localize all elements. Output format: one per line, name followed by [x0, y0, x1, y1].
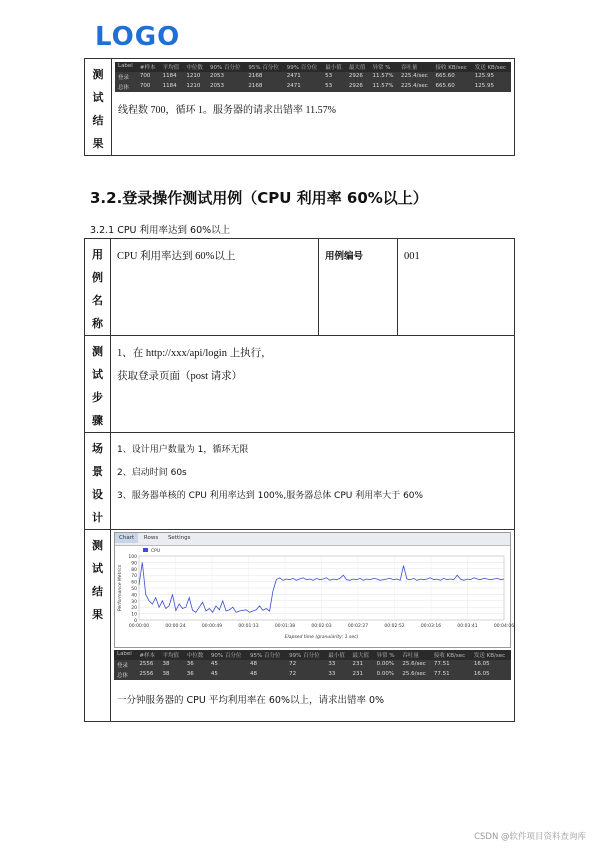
table-cell: 38	[162, 671, 170, 677]
column-header: 99% 百分位	[284, 62, 322, 72]
case-id-value: 001	[398, 239, 515, 336]
column-header: #样本	[136, 650, 159, 660]
column-header: 中位数	[184, 650, 208, 660]
tab-rows[interactable]: Rows	[143, 535, 159, 541]
section-subheading: 3.2.1 CPU 利用率达到 60%以上	[90, 225, 231, 236]
table-cell: 2053	[210, 73, 225, 79]
column-header: 平均值	[160, 650, 184, 660]
case-name-label: 用 例 名 称	[85, 239, 111, 336]
y-tick-label: 100	[128, 555, 137, 560]
x-axis-label: Elapsed time (granularity: 1 sec)	[284, 635, 359, 640]
table-cell: 11.57%	[372, 73, 394, 79]
x-tick-label: 00:01:38	[274, 624, 296, 629]
watermark: CSDN @软件项目资料查询库	[474, 832, 586, 842]
y-axis-label: Performance Metrics	[118, 564, 123, 612]
table-cell: 45	[210, 671, 218, 677]
scene-content	[111, 433, 515, 530]
x-tick-label: 00:00:49	[201, 624, 223, 629]
y-tick-label: 70	[131, 574, 137, 580]
case-name-value: CPU 利用率达到 60%以上	[111, 239, 319, 336]
result-label: 测 试 结 果	[85, 530, 111, 722]
table-cell: 125.95	[474, 83, 494, 89]
table-cell: 225.4/sec	[400, 73, 428, 79]
table-cell: 1184	[162, 73, 177, 79]
column-header: 接收 KB/sec	[433, 62, 472, 72]
x-tick-label: 00:02:52	[384, 624, 405, 629]
table-cell: 33	[328, 661, 336, 667]
column-header: 吞吐量	[399, 650, 431, 660]
table-cell: 2556	[139, 661, 154, 667]
column-header: 99% 百分位	[286, 650, 325, 660]
column-header: Label	[115, 62, 137, 72]
table-cell: 38	[162, 661, 170, 667]
result-summary: 一分钟服务器的 CPU 平均利用率在 60%以上，请求出错率 0%	[117, 695, 385, 706]
x-tick-label: 00:02:27	[347, 624, 369, 629]
table-header-row	[114, 650, 511, 660]
x-tick-label: 00:01:13	[238, 624, 259, 629]
y-tick-label: 0	[134, 619, 137, 624]
column-header: 平均值	[160, 62, 184, 72]
table-cell: 0.00%	[376, 671, 395, 677]
x-tick-label: 00:03:16	[420, 624, 442, 629]
case-id-label: 用例编号	[319, 239, 398, 336]
table-cell: 125.95	[474, 73, 494, 79]
table-row	[114, 670, 511, 680]
y-tick-label: 10	[131, 612, 137, 618]
table-cell: 231	[352, 661, 363, 667]
column-header: 最小值	[322, 62, 346, 72]
logo: LOGO	[95, 22, 181, 52]
table-cell: 700	[139, 73, 151, 79]
table-cell: 2926	[348, 73, 363, 79]
row-label-test-result: 测 试 结 果	[85, 59, 112, 156]
tab-settings[interactable]: Settings	[167, 535, 191, 541]
table-row	[115, 82, 511, 92]
y-tick-label: 90	[131, 561, 137, 567]
table-cell: 700	[139, 83, 151, 89]
table-cell: 33	[328, 671, 336, 677]
step-line: 获取登录页面（post 请求）	[117, 371, 243, 382]
column-header: 90% 百分位	[208, 650, 247, 660]
column-header: 95% 百分位	[245, 62, 283, 72]
table-cell: 25.6/sec	[402, 661, 426, 667]
legend-swatch	[143, 548, 148, 552]
y-tick-label: 80	[131, 567, 137, 573]
table-cell: 2053	[210, 83, 225, 89]
table-cell: 2168	[248, 73, 263, 79]
table-cell: 1210	[186, 83, 201, 89]
x-tick-label: 00:03:41	[457, 624, 478, 629]
table-cell: 1210	[186, 73, 201, 79]
column-header: 异常 %	[374, 650, 400, 660]
column-header: 异常 %	[370, 62, 398, 72]
table-cell: 72	[289, 661, 297, 667]
column-header: 中位数	[183, 62, 207, 72]
table-row	[114, 660, 511, 670]
column-header: 90% 百分位	[207, 62, 245, 72]
y-tick-label: 20	[131, 606, 137, 612]
section-heading: 3.2.登录操作测试用例（CPU 利用率 60%以上）	[90, 189, 428, 207]
table-cell: 77.51	[433, 671, 450, 677]
column-header: 最大值	[346, 62, 370, 72]
table-cell: 25.6/sec	[402, 671, 426, 677]
jmeter-graph-panel	[114, 532, 515, 648]
column-header: 吞吐量	[398, 62, 433, 72]
column-header: 发送 KB/sec	[472, 62, 511, 72]
column-header: 95% 百分位	[247, 650, 286, 660]
scene-line: 2、启动时间 60s	[117, 468, 187, 478]
table-cell: 2471	[286, 73, 301, 79]
table-cell: 225.4/sec	[400, 83, 428, 89]
table-cell: 72	[289, 671, 297, 677]
table-cell: 登录	[117, 663, 129, 669]
table-cell: 36	[186, 671, 194, 677]
table-cell: 2168	[248, 83, 263, 89]
table-cell: 2926	[348, 83, 363, 89]
table-cell: 16.05	[473, 661, 490, 667]
table-cell: 48	[250, 661, 258, 667]
x-tick-label: 00:02:03	[311, 624, 332, 629]
x-tick-label: 00:00:24	[165, 624, 186, 629]
jmeter-aggregate-report	[115, 62, 511, 92]
bottom-aggregate-report	[114, 650, 511, 680]
x-tick-label: 00:04:06	[493, 624, 515, 629]
table-row	[115, 72, 511, 82]
y-tick-label: 60	[131, 580, 137, 586]
column-header: 发送 KB/sec	[471, 650, 511, 660]
table-header-row	[115, 62, 511, 72]
column-header: Label	[114, 650, 136, 660]
table-cell: 11.57%	[372, 83, 394, 89]
table-cell: 2471	[286, 83, 301, 89]
table-cell: 665.60	[435, 83, 455, 89]
x-tick-label: 00:00:00	[128, 624, 150, 629]
column-header: 接收 KB/sec	[431, 650, 471, 660]
y-tick-label: 50	[131, 587, 137, 592]
table-cell: 总体	[118, 85, 130, 91]
chart-tab-bar	[115, 533, 510, 546]
scene-line: 3、服务器单核的 CPU 利用率达到 100%,服务器总体 CPU 利用率大于 60%	[117, 491, 424, 501]
steps-label: 测 试 步 骤	[85, 336, 111, 433]
table-cell: 48	[250, 671, 258, 677]
y-tick-label: 40	[131, 593, 137, 599]
test-case-table	[84, 238, 515, 722]
cpu-line-chart	[115, 546, 515, 642]
legend-label: CPU	[151, 549, 161, 554]
table-cell: 36	[186, 661, 194, 667]
table-cell: 53	[325, 83, 333, 89]
top-result-table	[84, 58, 515, 156]
table-cell: 231	[352, 671, 363, 677]
table-cell: 77.51	[433, 661, 450, 667]
table-cell: 16.05	[473, 671, 490, 677]
column-header: #样本	[137, 62, 160, 72]
table-cell: 53	[325, 73, 333, 79]
scene-label: 场 景 设 计	[85, 433, 111, 530]
column-header: 最大值	[349, 650, 373, 660]
table-cell: 2556	[139, 671, 154, 677]
table-cell: 登录	[118, 75, 130, 81]
steps-content	[111, 336, 515, 433]
table-cell: 0.00%	[376, 661, 395, 667]
table-cell: 665.60	[435, 73, 455, 79]
column-header: 最小值	[325, 650, 349, 660]
table-cell: 1184	[162, 83, 177, 89]
tab-chart[interactable]: Chart	[115, 533, 138, 543]
y-tick-label: 30	[131, 599, 137, 605]
top-summary-text: 线程数 700，循环 1。服务器的请求出错率 11.57%	[118, 105, 336, 116]
table-cell: 45	[210, 661, 218, 667]
scene-line: 1、设计用户数量为 1，循环无限	[117, 445, 249, 455]
step-line: 1、在 http://xxx/api/login 上执行，	[117, 348, 272, 359]
table-cell: 总体	[117, 673, 129, 679]
